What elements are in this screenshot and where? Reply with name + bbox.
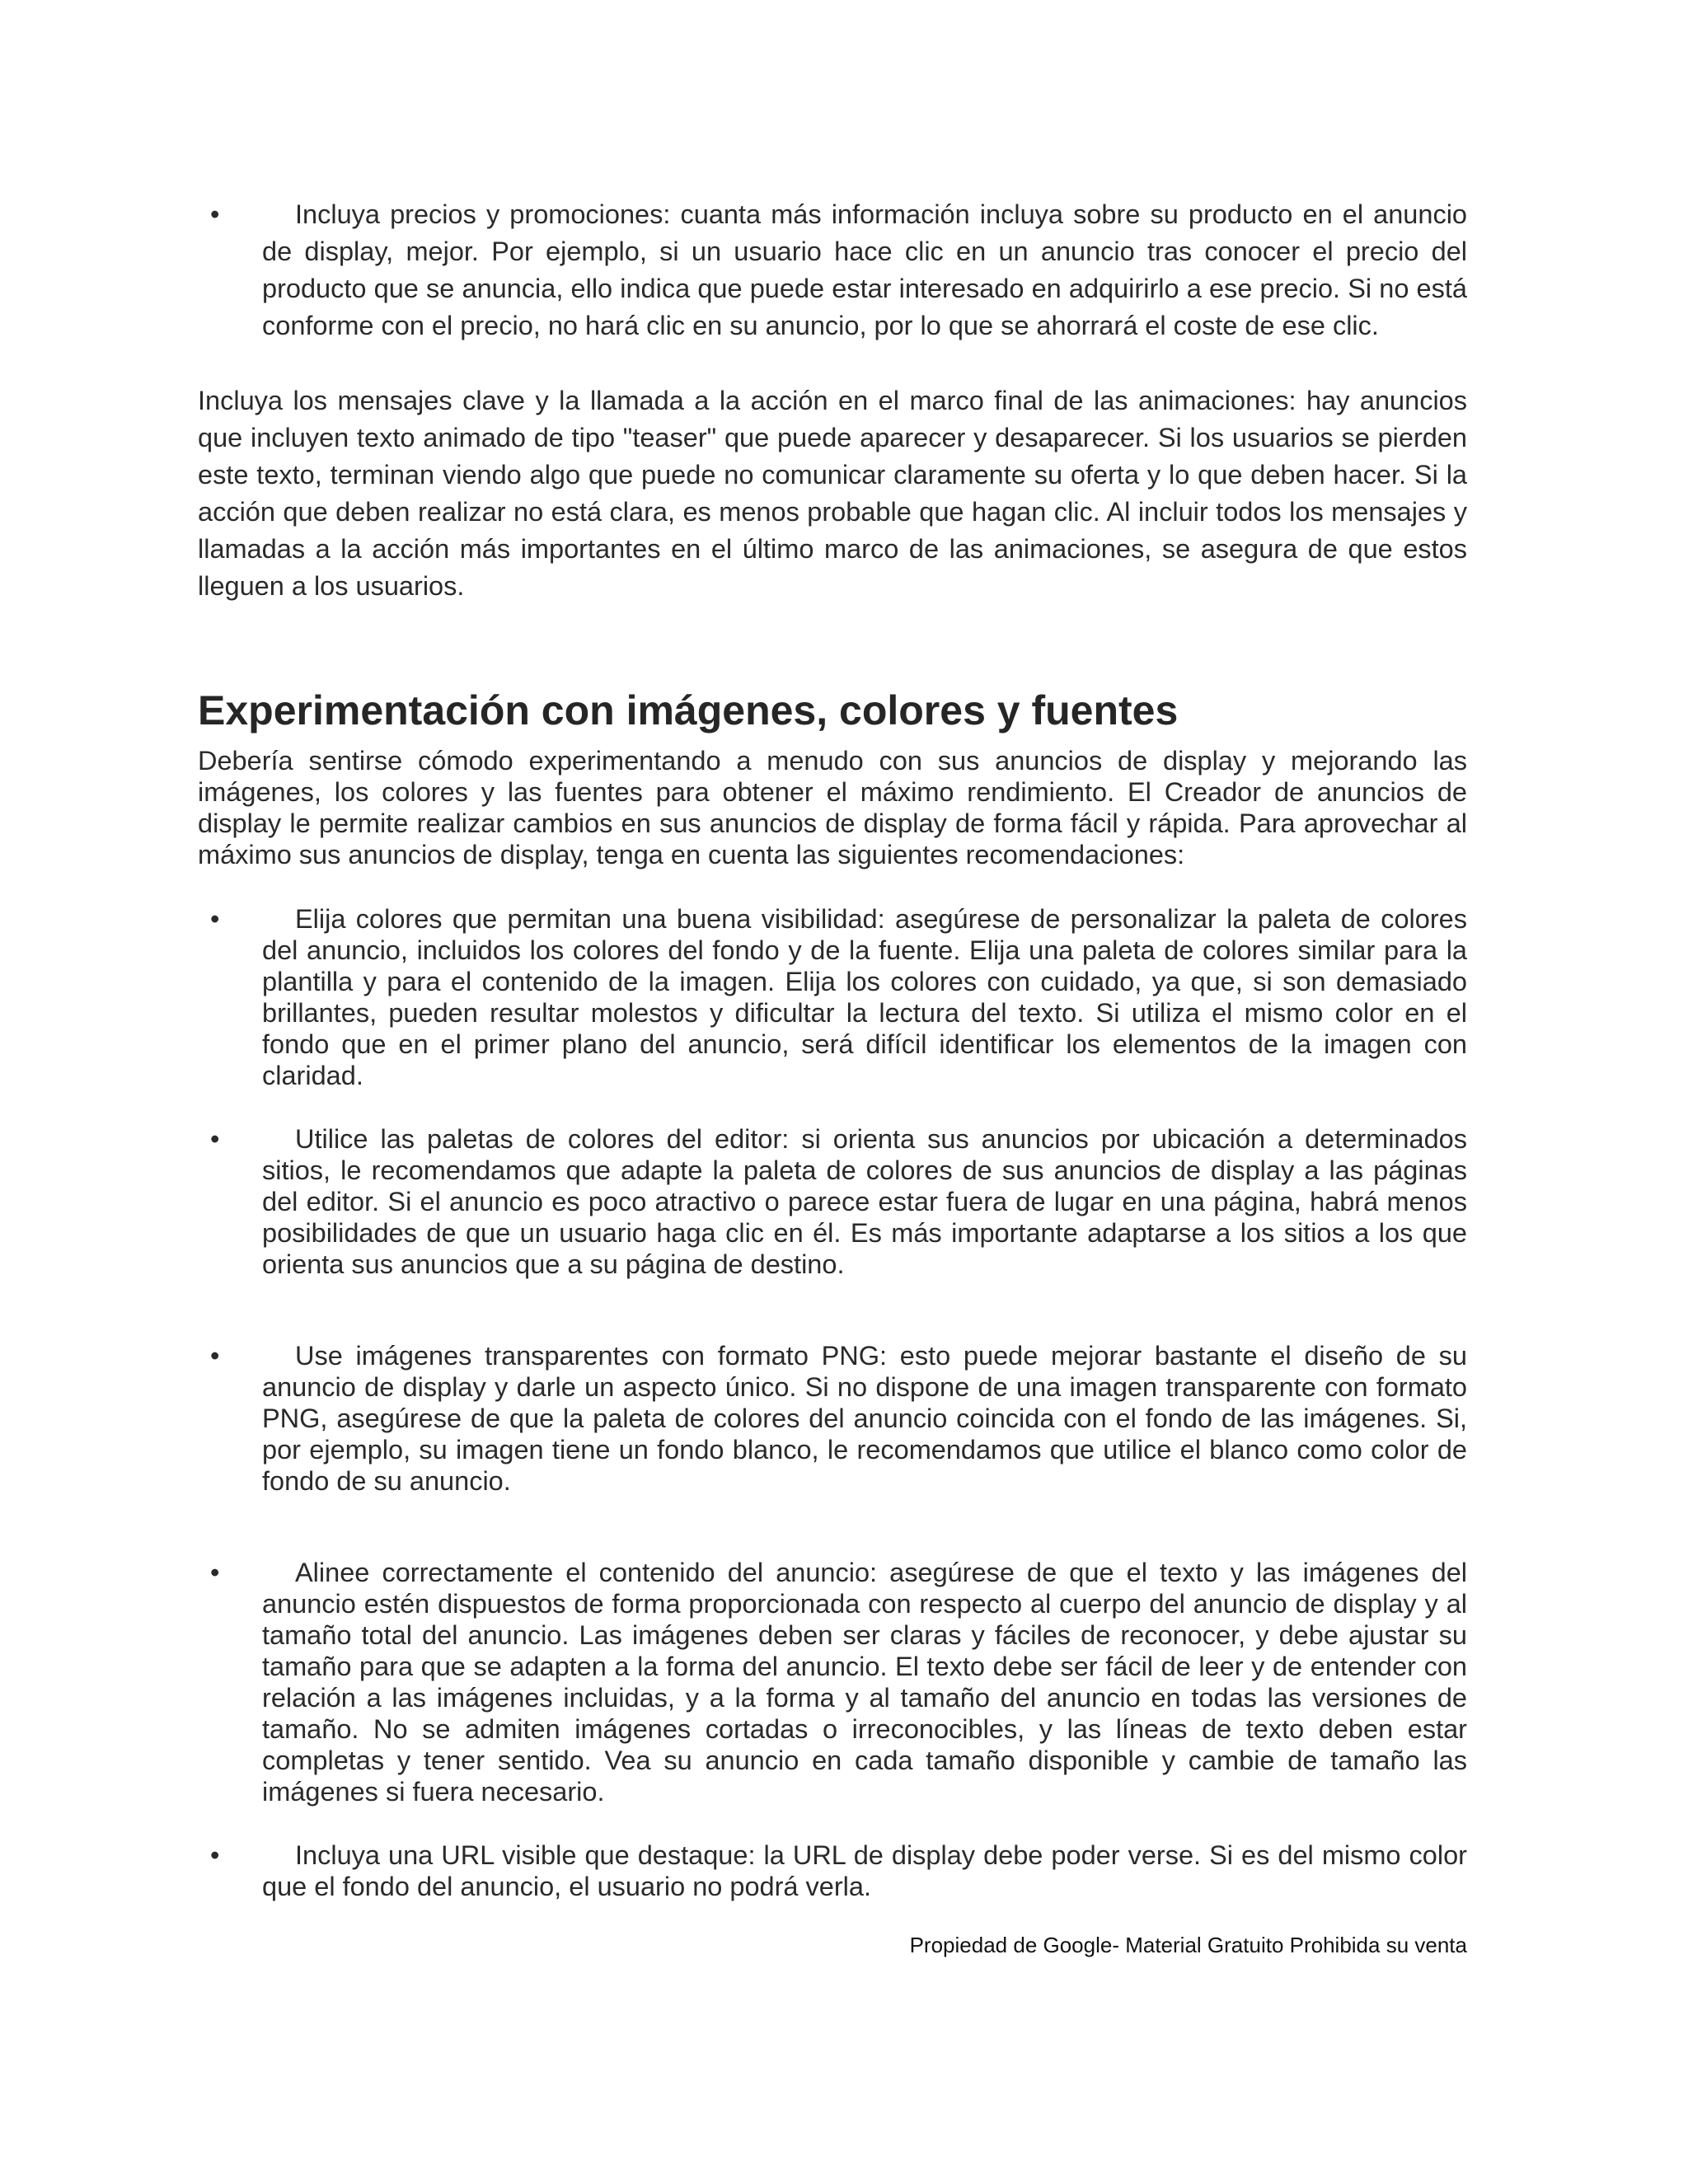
list-item-text: Elija colores que permitan una buena visibilidad: asegúrese de personalizar la paleta de colores del anuncio, incluidos los colores del fondo y de la fuente. Elija una paleta de colores similar para la plantilla y para el contenido de la imagen. Elija los colores con cuidado, ya que, si son demasiado brillantes, pueden resultar molestos y dificultar la lectura del texto. Si utiliza el mismo color en el fondo que en el primer plano del anuncio, será difícil identificar los elementos de la imagen con claridad.	[262, 904, 1467, 1090]
bullet-marker: •	[210, 1124, 220, 1154]
list-item-visible-url	[198, 1840, 1467, 1902]
bullet-marker: •	[210, 1558, 220, 1587]
list-item-colors	[198, 903, 1467, 1091]
recommendations-list	[198, 903, 1467, 1902]
bullet-marker: •	[210, 1341, 220, 1371]
page-content	[198, 196, 1467, 1902]
list-item-align-content	[198, 1557, 1467, 1807]
list-item-prices	[198, 196, 1467, 344]
paragraph-key-messages: Incluya los mensajes clave y la llamada a la acción en el marco final de las animaciones: hay anuncios que incluyen texto animado de tipo "teaser" que puede aparecer y desaparecer. Si los usuarios se pierden este texto, terminan viendo algo que puede no comunicar claramente su oferta y lo que deben hacer. Si la acción que deben realizar no está clara, es menos probable que hagan clic. Al incluir todos los mensajes y llamadas a la acción más importantes en el último marco de las animaciones, se asegura de que estos lleguen a los usuarios.	[198, 386, 1467, 601]
list-item-text: Utilice las paletas de colores del editor: si orienta sus anuncios por ubicación a determinados sitios, le recomendamos que adapte la paleta de colores de sus anuncios de display a las páginas del editor. Si el anuncio es poco atractivo o parece estar fuera de lugar en una página, habrá menos posibilidades de que un usuario haga clic en él. Es más importante adaptarse a los sitios a los que orienta sus anuncios que a su página de destino.	[262, 1124, 1467, 1279]
section-intro-paragraph: Debería sentirse cómodo experimentando a menudo con sus anuncios de display y mejorando las imágenes, los colores y las fuentes para obtener el máximo rendimiento. El Creador de anuncios de display le permite realizar cambios en sus anuncios de display de forma fácil y rápida. Para aprovechar al máximo sus anuncios de display, tenga en cuenta las siguientes recomendaciones:	[198, 746, 1467, 869]
list-item-text: Use imágenes transparentes con formato PNG: esto puede mejorar bastante el diseño de su anuncio de display y darle un aspecto único. Si no dispone de una imagen transparente con formato PNG, asegúrese de que la paleta de colores del anuncio coincida con el fondo de las imágenes. Si, por ejemplo, su imagen tiene un fondo blanco, le recomendamos que utilice el blanco como color de fondo de su anuncio.	[262, 1341, 1467, 1496]
page-footer: Propiedad de Google- Material Gratuito Prohibida su venta	[909, 1933, 1467, 1957]
bullet-marker: •	[210, 199, 220, 229]
list-item-editor-palettes	[198, 1123, 1467, 1280]
list-item-text: Alinee correctamente el contenido del anuncio: asegúrese de que el texto y las imágenes del anuncio estén dispuestos de forma proporcionada con respecto al cuerpo del anuncio de display y al tamaño total del anuncio. Las imágenes deben ser claras y fáciles de reconocer, y debe ajustar su tamaño para que se adapten a la forma del anuncio. El texto debe ser fácil de leer y de entender con relación a las imágenes incluidas, y a la forma y al tamaño del anuncio en todas las versiones de tamaño. No se admiten imágenes cortadas o irreconocibles, y las líneas de texto deben estar completas y tener sentido. Vea su anuncio en cada tamaño disponible y cambie de tamaño las imágenes si fuera necesario.	[262, 1558, 1467, 1807]
intro-bullet-list	[198, 196, 1467, 344]
section-heading: Experimentación con imágenes, colores y fuentes	[198, 687, 1179, 733]
list-item-png-images	[198, 1340, 1467, 1497]
bullet-marker: •	[210, 1840, 220, 1870]
list-item-text: Incluya una URL visible que destaque: la URL de display debe poder verse. Si es del mismo color que el fondo del anuncio, el usuario no podrá verla.	[262, 1840, 1467, 1901]
bullet-marker: •	[210, 904, 220, 934]
list-item-text: Incluya precios y promociones: cuanta más información incluya sobre su producto en el anuncio de display, mejor. Por ejemplo, si un usuario hace clic en un anuncio tras conocer el precio del producto que se anuncia, ello indica que puede estar interesado en adquirirlo a ese precio. Si no está conforme con el precio, no hará clic en su anuncio, por lo que se ahorrará el coste de ese clic.	[262, 199, 1467, 340]
